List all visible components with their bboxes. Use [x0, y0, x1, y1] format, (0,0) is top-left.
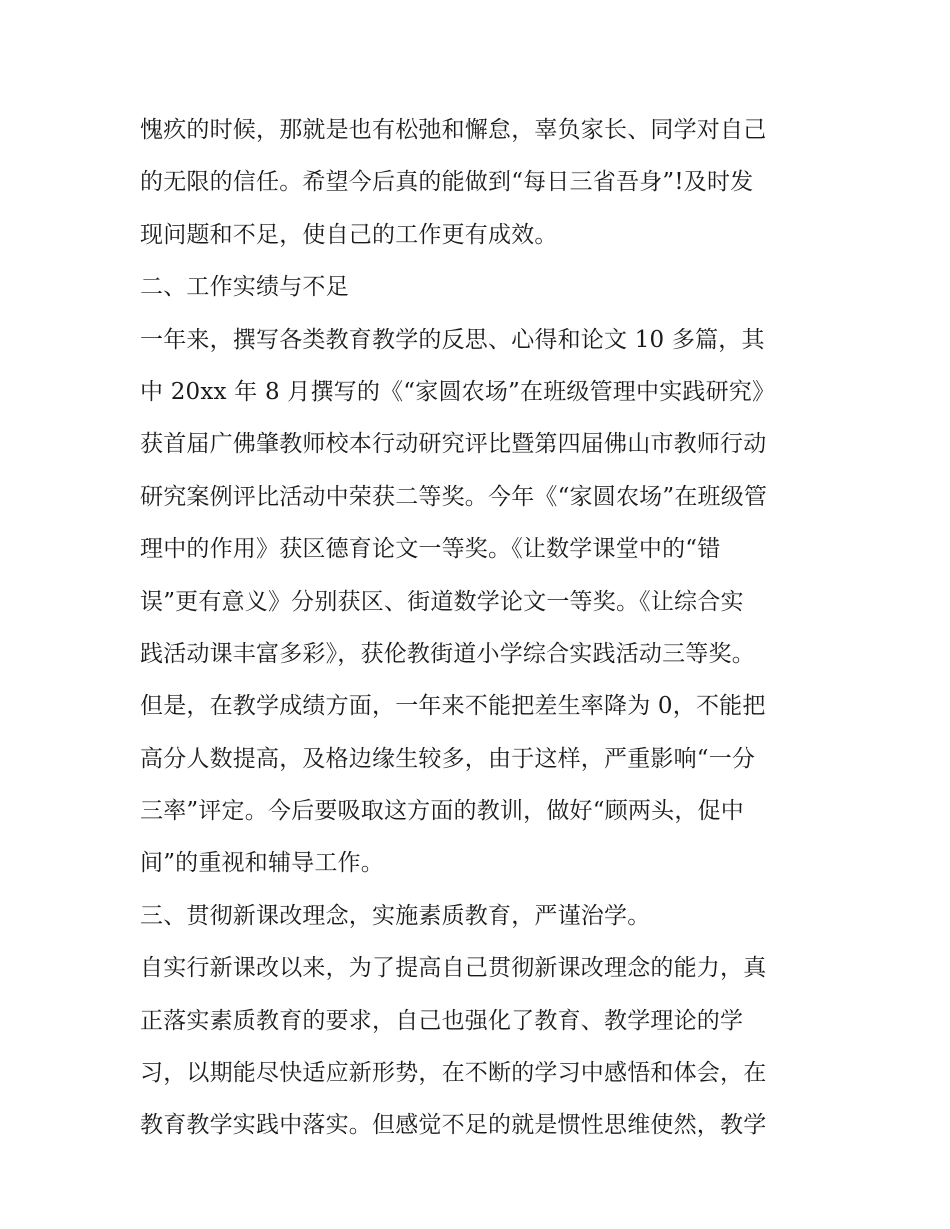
section-heading: 二、工作实绩与不足	[140, 274, 349, 301]
section-heading: 三、贯彻新课改理念，实施素质教育，严谨治学。	[140, 902, 651, 929]
text-line: 三率”评定。今后要吸取这方面的教训，做好“顾两头，促中	[140, 798, 744, 825]
text-line: 践活动课丰富多彩》，获伦教街道小学综合实践活动三等奖。	[140, 640, 755, 667]
text-line: 现问题和不足，使自己的工作更有成效。	[140, 221, 558, 248]
text-line: 理中的作用》获区德育论文一等奖。《让数学课堂中的“错	[140, 536, 721, 563]
text-line: 愧疚的时候，那就是也有松弛和懈怠，辜负家长、同学对自己	[140, 117, 767, 143]
text-line: 间”的重视和辅导工作。	[140, 850, 384, 877]
text-line: 的无限的信任。希望今后真的能做到“每日三省吾身”!及时发	[140, 169, 754, 196]
document-body	[140, 104, 820, 1152]
text-line: 自实行新课改以来，为了提高自己贯彻新课改理念的能力，真	[140, 955, 767, 982]
text-line: 教育教学实践中落实。但感觉不足的就是惯性思维使然，教学	[140, 1112, 767, 1139]
text-line: 获首届广佛肇教师校本行动研究评比暨第四届佛山市教师行动	[140, 431, 767, 458]
text-line: 高分人数提高，及格边缘生较多，由于这样，严重影响“一分	[140, 745, 756, 772]
text-line: 正落实素质教育的要求，自己也强化了教育、教学理论的学	[140, 1007, 744, 1034]
text-line: 一年来，撰写各类教育教学的反思、心得和论文 10 多篇，其	[140, 326, 765, 353]
text-line: 误”更有意义》分别获区、街道数学论文一等奖。《让综合实	[140, 588, 744, 615]
text-line: 研究案例评比活动中荣获二等奖。今年《“家圆农场”在班级管	[140, 483, 768, 510]
text-line: 但是，在教学成绩方面，一年来不能把差生率降为 0，不能把	[140, 693, 766, 720]
text-line: 习，以期能尽快适应新形势，在不断的学习中感悟和体会，在	[140, 1060, 767, 1087]
text-line: 中 20xx 年 8 月撰写的《“家圆农场”在班级管理中实践研究》	[140, 378, 776, 405]
